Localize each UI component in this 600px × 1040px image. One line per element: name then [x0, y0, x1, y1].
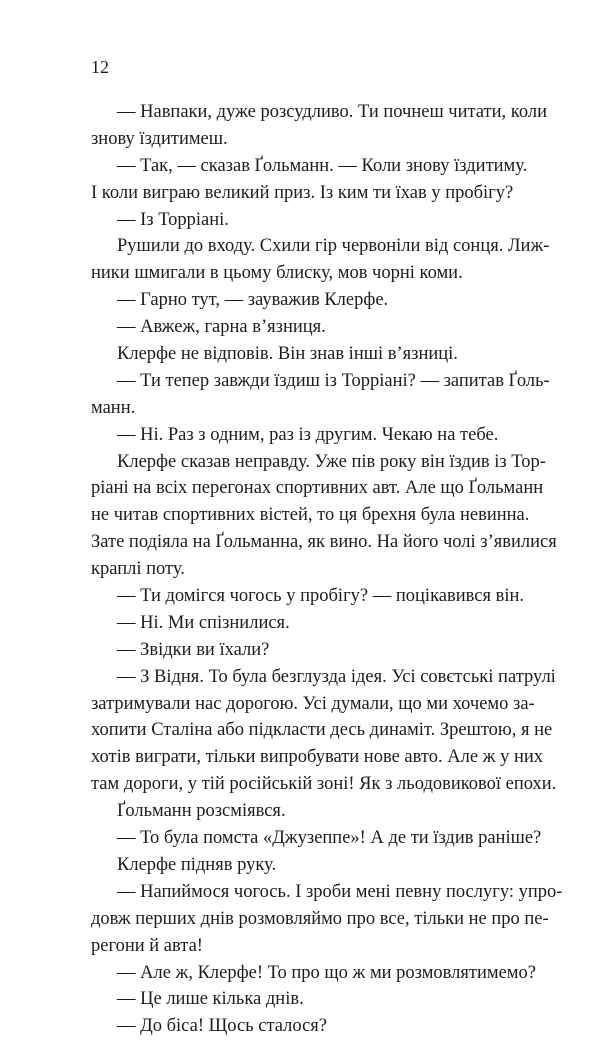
text-line: там дороги, у тій російській зоні! Як з льодовикової епохи. [91, 774, 557, 795]
text-line: Клерфе підняв руку. [117, 854, 277, 875]
text-line: хотів виграти, тільки випробувати нове авто. Але ж у них [91, 747, 544, 768]
body-text [91, 99, 563, 1040]
text-line: — Ні. Ми спізнилися. [117, 612, 290, 633]
text-line: Рушили до входу. Схили гір червоніли від сонця. Лиж- [117, 236, 550, 257]
text-line: — Із Торріані. [117, 209, 229, 230]
text-line: — Це лише кілька днів. [117, 989, 304, 1010]
text-line: — Звідки ви їхали? [117, 639, 270, 660]
text-line: Ґольманн розсміявся. [117, 801, 286, 822]
text-line: регони й авта! [91, 935, 203, 956]
text-line: — Гарно тут, — зауважив Клерфе. [117, 290, 389, 311]
text-line: — Навпаки, дуже розсудливо. Ти почнеш читати, коли [117, 102, 547, 122]
page-number: 12 [91, 57, 109, 77]
text-line: краплі поту. [91, 559, 185, 580]
text-line: — З Відня. То була безглузда ідея. Усі совєтські патрулі [117, 666, 556, 687]
text-line: ники шмигали в цьому блиску, мов чорні коми. [91, 263, 463, 284]
text-line: затримували нас дорогою. Усі думали, що ми хочемо за- [91, 693, 535, 714]
text-line: — Але ж, Клерфе! То про що ж ми розмовлятимемо? [117, 962, 536, 983]
text-line: довж перших днів розмовляймо про все, тільки не про пе- [91, 908, 549, 929]
text-line: манн. [91, 397, 136, 418]
text-line: — Ти домігся чогось у пробігу? — поцікавився він. [117, 586, 524, 607]
text-line: — Напиймося чогось. І зроби мені певну послугу: упро- [117, 881, 563, 902]
text-line: Клерфе не відповів. Він знав інші в’язниці. [117, 344, 458, 365]
text-line: І коли виграю великий приз. Із ким ти їхав у пробігу? [91, 182, 514, 203]
text-line: ріані на всіх перегонах спортивних авт. Але що Ґольманн [91, 478, 544, 499]
text-line: — То була помста «Джузеппе»! А де ти їздив раніше? [117, 828, 542, 849]
text-line: — До біса! Щось сталося? [117, 1016, 328, 1037]
text-line: — Авжеж, гарна в’язниця. [117, 317, 326, 338]
text-line: — Ні. Раз з одним, раз із другим. Чекаю на тебе. [117, 424, 499, 445]
text-line: Клерфе сказав неправду. Уже пів року він їздив із Тор- [117, 451, 546, 472]
text-line: хопити Сталіна або підкласти десь динаміт. Зрештою, я не [91, 720, 553, 741]
text-line: не читав спортивних вістей, то ця брехня була невинна. [91, 505, 530, 526]
text-line: знову їздитимеш. [91, 128, 228, 149]
text-line: Зате подіяла на Ґольманна, як вино. На його чолі з’явилися [91, 532, 557, 553]
text-line: — Так, — сказав Ґольманн. — Коли знову їздитиму. [117, 155, 528, 176]
text-line: — Ти тепер завжди їздиш із Торріані? — запитав Ґоль- [117, 370, 550, 391]
